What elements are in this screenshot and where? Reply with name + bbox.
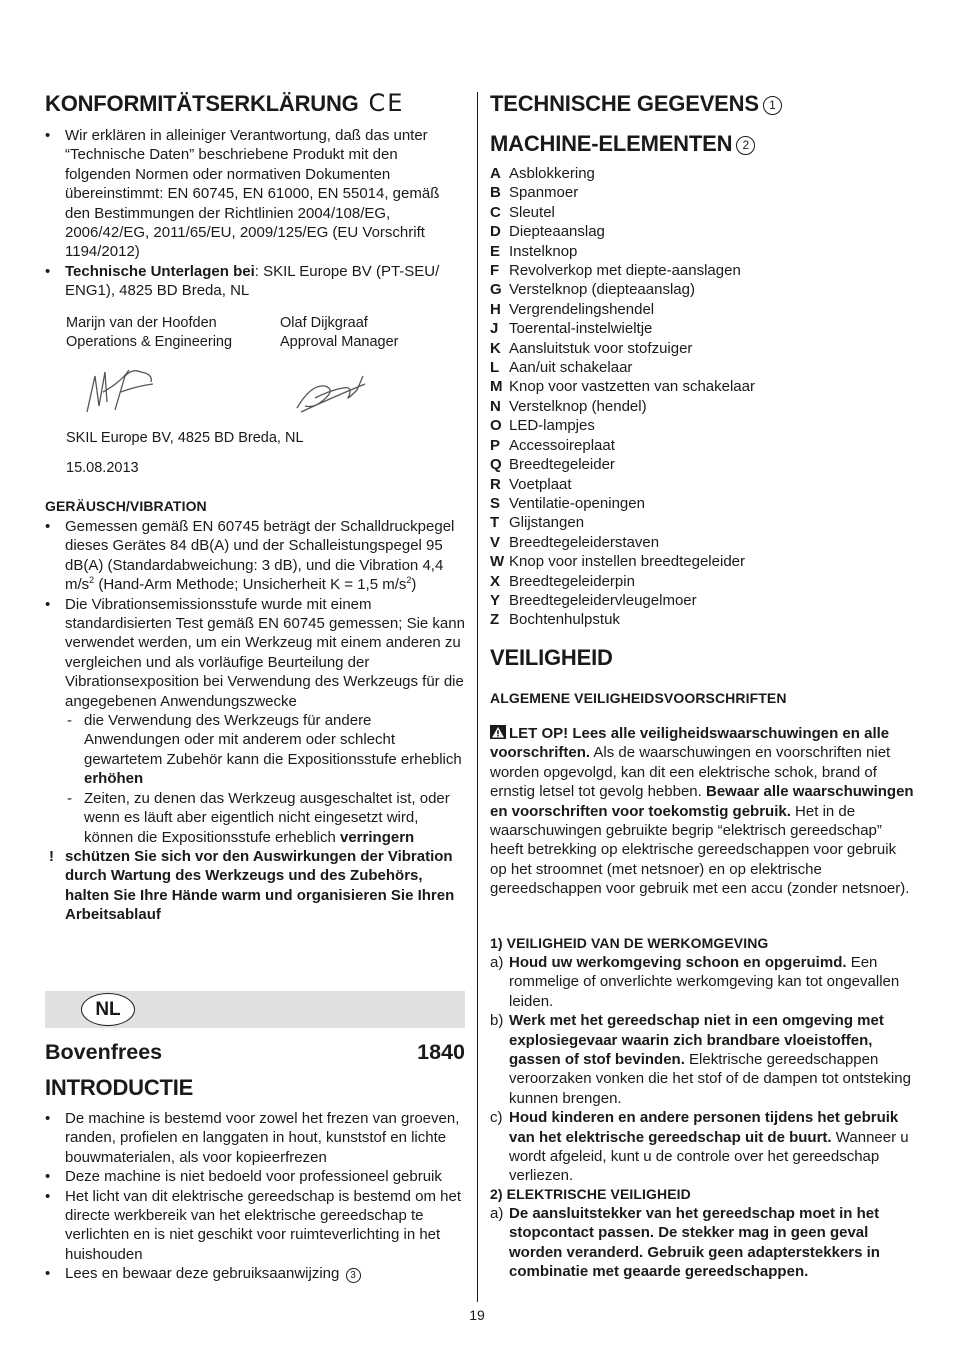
part-item xyxy=(490,397,915,416)
work-item-b: b) Werk met het gereedschap niet in een omgeving met explosiegevaar waarin zich brandbare vloeistoffen, gassen of stof bevinden. Elektrische gereedschappen veroorzaken vonken die het stof of de dampen tot ontsteking kunnen brengen. xyxy=(490,1012,911,1107)
electrical-item-a: a) De aansluitstekker van het gereedschap moet in het stopcontact passen. De stekker mag in geen geval worden veranderd. Gebruik geen adapterstekkers in combinatie met geaarde gereedschappen. xyxy=(490,1205,880,1281)
intro-item: • Het licht van dit elektrische gereedschap is bestemd om het directe werkbereik van het elektrische gereedschap te verlichten en is niet geschikt voor ruimteverlichting in het huishouden xyxy=(45,1187,465,1265)
noise-section xyxy=(45,517,465,925)
part-label: Toerental-instelwieltje xyxy=(509,320,653,338)
part-label: Bochtenhulpstuk xyxy=(509,611,620,629)
dash-item-decrease: - Zeiten, zu denen das Werkzeug ausgeschaltet ist, oder wenn es läuft aber eigentlich nicht eingesetzt wird, können die Expositionsstufe erheblich verringern xyxy=(65,789,465,847)
part-item xyxy=(490,513,915,532)
part-item xyxy=(490,610,915,629)
part-item xyxy=(490,222,915,241)
exclamation-icon: ! xyxy=(49,847,54,865)
part-label: Breedtegeleidervleugelmoer xyxy=(509,591,697,609)
part-key: M xyxy=(490,378,503,396)
part-key: S xyxy=(490,494,501,512)
conformity-list xyxy=(45,126,465,301)
intro-list xyxy=(45,1109,465,1284)
part-item xyxy=(490,164,915,183)
part-key: Q xyxy=(490,456,502,474)
part-label: Knop voor vastzetten van schakelaar xyxy=(509,378,755,396)
part-item xyxy=(490,358,915,377)
part-item xyxy=(490,455,915,474)
part-key: B xyxy=(490,184,501,202)
part-item xyxy=(490,494,915,513)
work-area-list xyxy=(490,953,915,1186)
part-item xyxy=(490,183,915,202)
part-label: Glijstangen xyxy=(509,514,585,532)
signature-2-image xyxy=(291,368,371,418)
safety-heading: VEILIGHEID xyxy=(490,645,613,670)
part-item xyxy=(490,533,915,552)
part-item xyxy=(490,300,915,319)
part-label: Breedtegeleider xyxy=(509,456,615,474)
part-item xyxy=(490,475,915,494)
general-warning-paragraph: LET OP! Lees alle veiligheidswaarschuwingen en alle voorschriften. Als de waarschuwingen en voorschriften niet worden opgevolgd, kan dit een elektrische schok, brand of ernstig letsel tot gevolg hebben. Bewaar alle waarschuwingen en voorschriften voor toekomstig gebruik. Het in de waarschuwingen gebruikte begrip “elektrisch gereedschap” heeft betrekking op elektrische gereedschappen voor gebruik op het stroomnet (met netsnoer) en op elektrische gereedschappen voor gebruik met een accu (zonder netsnoer). xyxy=(490,725,914,898)
part-key: H xyxy=(490,300,501,318)
page-number: 19 xyxy=(469,1307,485,1323)
intro-item: • Lees en bewaar deze gebruiksaanwijzing 3 xyxy=(45,1264,465,1283)
signatory-2-name: Olaf Dijkgraaf xyxy=(280,315,368,331)
part-label: Verstelknop (diepteaanslag) xyxy=(509,281,695,299)
part-label: Diepteaanslag xyxy=(509,223,605,241)
part-item xyxy=(490,591,915,610)
part-key: L xyxy=(490,359,500,377)
part-label: Aansluitstuk voor stofzuiger xyxy=(509,339,693,357)
part-key: G xyxy=(490,281,502,299)
signatories xyxy=(66,314,494,353)
part-label: Revolverkop met diepte-aanslagen xyxy=(509,262,741,280)
noise-item-measurement: • Gemessen gemäß EN 60745 beträgt der Schalldruckpegel dieses Gerätes 84 dB(A) und der Schalleistungspegel 95 dB(A) (Standardabweichung: 3 dB), und die Vibration 4,4 $m/s^2$ (Hand-Arm Methode; Unsicherheit K = 1,5 $m/s^2$) xyxy=(45,517,465,595)
part-key: J xyxy=(490,320,499,338)
signatory-2-role: Approval Manager xyxy=(280,334,399,351)
part-label: Breedtegeleiderstaven xyxy=(509,533,660,551)
part-key: C xyxy=(490,203,501,221)
part-key: N xyxy=(490,397,501,415)
conformity-item: • Wir erklären in alleiniger Verantwortung, daß das unter “Technische Daten” beschriebene Produkt mit den folgenden Normen oder normativen Dokumenten übereinstimmt: EN 60745, EN 61000, EN 55014, gemäß den Bestimmungen der Richtlinien 2004/108/EG, 2006/42/EG, 2011/65/EU, 2009/125/EG (EU Vorschrift 1194/2012) xyxy=(45,126,465,262)
signature-1-image xyxy=(81,362,161,420)
part-label: Accessoireplaat xyxy=(509,436,615,454)
figure-ref-3: 3 xyxy=(346,1268,361,1283)
part-key: K xyxy=(490,339,501,357)
part-key: O xyxy=(490,417,502,435)
part-label: LED-lampjes xyxy=(509,417,595,435)
electrical-list xyxy=(490,1204,915,1282)
parts-list xyxy=(490,164,915,630)
part-label: Asblokkering xyxy=(509,165,595,182)
company-address: SKIL Europe BV, 4825 BD Breda, NL xyxy=(66,430,304,446)
part-key: Y xyxy=(490,591,501,609)
signatory-1-name: Marijn van der Hoofden xyxy=(66,315,217,331)
part-item xyxy=(490,242,915,261)
part-label: Sleutel xyxy=(509,203,555,221)
declaration-date: 15.08.2013 xyxy=(66,460,139,476)
part-key: V xyxy=(490,533,501,551)
tech-docs-item: • Technische Unterlagen bei: SKIL Europe BV (PT-SEU/ ENG1), 4825 BD Breda, NL xyxy=(45,262,465,301)
part-item xyxy=(490,572,915,591)
dash-item-increase: - die Verwendung des Werkzeugs für andere Anwendungen oder mit anderem oder schlecht gewartetem Zubehör kann die Expositionsstufe erheblich erhöhen xyxy=(65,711,465,789)
part-label: Verstelknop (hendel) xyxy=(509,397,647,415)
general-safety-heading: ALGEMENE VEILIGHEIDSVOORSCHRIFTEN xyxy=(490,690,787,706)
vibration-warning: ! schützen Sie sich vor den Auswirkungen der Vibration durch Wartung des Werkzeugs und des Zubehörs, halten Sie Ihre Hände warm und organisieren Sie Ihren Arbeitsablauf xyxy=(49,847,455,924)
product-name: Bovenfrees xyxy=(45,1040,163,1064)
noise-item-emission: • Die Vibrationsemissionsstufe wurde mit einem standardisierten Test gemäß EN 60745 gemessen; Sie kann verwendet werden, um ein Werkzeug mit einem anderen zu vergleichen und als vorläufige Beurteilung der Vibrationsexposition bei Verwendung des Werkzeugs für die angegebenen Anwendungszwecke - die Verwendung des Werkzeugs für andere Anwendungen oder mit anderem oder schlecht gewartetem Zubehör kann die Expositionsstufe erheblich erhöhen - Zeiten, zu denen das Werkzeug ausgeschaltet ist, oder wenn es läuft aber eigentlich nicht eingesetzt wird, können die Expositionsstufe erheblich verringern xyxy=(45,595,465,847)
part-item xyxy=(490,436,915,455)
signatory-1-role: Operations & Engineering xyxy=(66,334,233,351)
product-number: 1840 xyxy=(417,1040,465,1064)
work-area-heading: 1) VEILIGHEID VAN DE WERKOMGEVING xyxy=(490,935,769,951)
part-label: Knop voor instellen breedtegeleider xyxy=(509,553,745,571)
part-label: Spanmoer xyxy=(509,184,579,202)
work-item-c: c) Houd kinderen en andere personen tijdens het gebruik van het elektrische gereedschap uit de buurt. Wanneer u wordt afgeleid, kunt u de controle over het gereedschap verliezen. xyxy=(490,1109,909,1185)
noise-vibration-heading: GERÄUSCH/VIBRATION xyxy=(45,498,207,514)
part-item xyxy=(490,416,915,435)
product-title-row xyxy=(45,1040,465,1064)
machine-elements-heading: MACHINE-ELEMENTEN 2 xyxy=(490,134,755,155)
conformity-heading: KONFORMITÄTSERKLÄRUNG CE xyxy=(45,89,405,117)
part-key: R xyxy=(490,475,501,493)
ce-mark-icon: CE xyxy=(368,89,405,117)
part-key: D xyxy=(490,223,501,241)
part-key: P xyxy=(490,436,501,454)
language-badge: NL xyxy=(81,993,135,1026)
part-item xyxy=(490,261,915,280)
part-key: W xyxy=(490,553,505,571)
part-label: Vergrendelingshendel xyxy=(509,300,655,318)
part-item xyxy=(490,377,915,396)
part-key: F xyxy=(490,262,500,280)
part-label: Ventilatie-openingen xyxy=(509,494,645,512)
intro-heading: INTRODUCTIE xyxy=(45,1075,194,1100)
figure-ref-2: 2 xyxy=(736,136,755,155)
intro-item: • De machine is bestemd voor zowel het frezen van groeven, randen, profielen en langgaten in hout, kunststof en lichte bouwmaterialen, als voor kopieerfrezen xyxy=(45,1109,465,1167)
part-label: Breedtegeleiderpin xyxy=(509,572,635,590)
part-key: Z xyxy=(490,611,500,629)
part-item xyxy=(490,552,915,571)
language-bar xyxy=(45,991,465,1028)
part-item xyxy=(490,280,915,299)
warning-triangle-icon xyxy=(490,725,506,739)
electrical-safety-heading: 2) ELEKTRISCHE VEILIGHEID xyxy=(490,1186,691,1202)
part-item xyxy=(490,319,915,338)
column-divider xyxy=(477,92,478,1302)
part-key: T xyxy=(490,514,500,532)
work-item-a: a) Houd uw werkomgeving schoon en opgeruimd. Een rommelige of onverlichte werkomgeving kan tot ongevallen leiden. xyxy=(490,954,900,1010)
part-key: X xyxy=(490,572,501,590)
figure-ref-1: 1 xyxy=(763,96,782,115)
part-key: A xyxy=(490,165,501,182)
part-key: E xyxy=(490,242,501,260)
tech-data-heading: TECHNISCHE GEGEVENS 1 xyxy=(490,94,782,115)
intro-item: • Deze machine is niet bedoeld voor professioneel gebruik xyxy=(45,1167,465,1186)
part-label: Aan/uit schakelaar xyxy=(509,359,633,377)
part-item xyxy=(490,339,915,358)
part-label: Voetplaat xyxy=(509,475,572,493)
part-item xyxy=(490,203,915,222)
part-label: Instelknop xyxy=(509,242,578,260)
